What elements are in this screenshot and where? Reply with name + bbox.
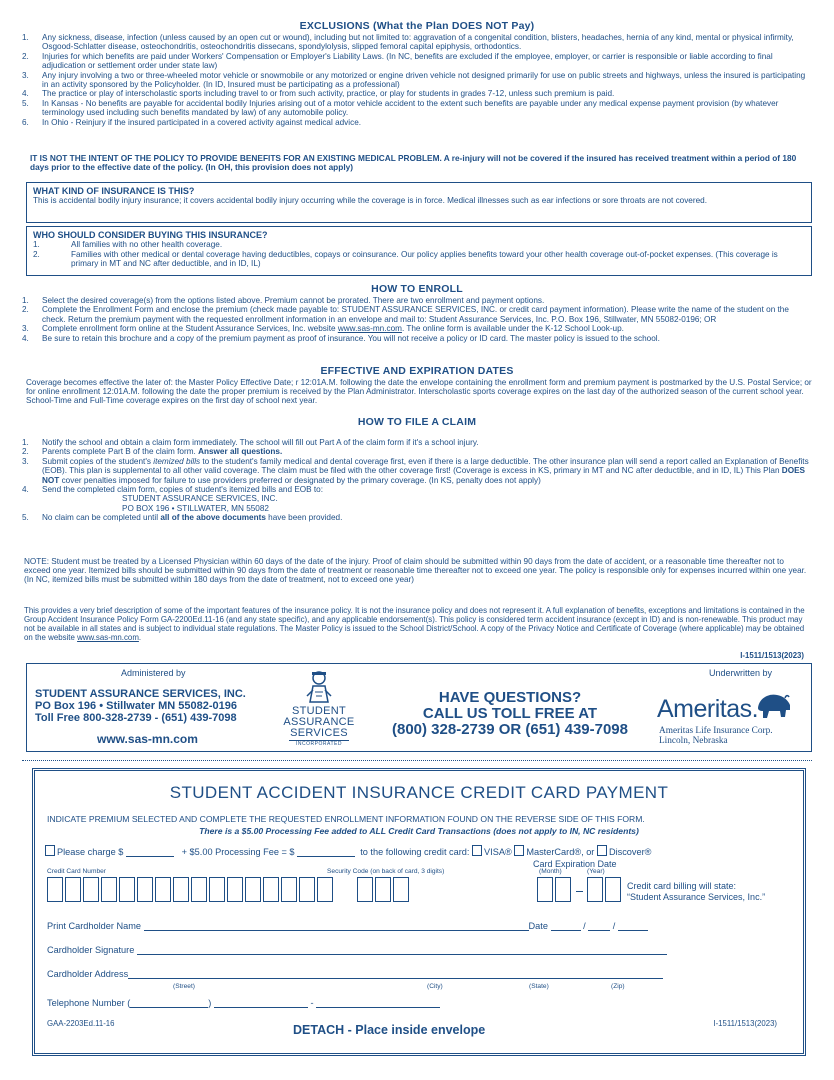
questions-block [367,690,653,738]
card-number-field[interactable] [47,877,335,902]
fee-note: There is a $5.00 Processing Fee added to ALL Credit Card Transactions (does not apply to IN, NC residents) [199,826,639,836]
website-link[interactable]: www.sas-mn.com [337,324,402,334]
detach-separator [22,760,812,761]
ameritas-info [659,727,773,747]
zip-label: (Zip) [611,983,625,990]
list-item: 1. Select the desired coverage(s) from the options listed above. Premium cannot be prorated. There are two enrollment and payment options. [22,295,545,305]
admin-website[interactable]: www.sas-mn.com [97,732,198,746]
security-code-field[interactable] [357,877,411,902]
address-field[interactable] [128,969,663,979]
logo-line-1: STUDENT [291,705,347,718]
who-title: WHO SHOULD CONSIDER BUYING THIS INSURANCE? [33,230,268,240]
admin-box [26,663,812,752]
form-code-top: I-1511/1513(2023) [740,651,804,660]
charge-line: Please charge $ + $5.00 Processing Fee = $ to the following credit card: VISA® MasterCard®, or Discover® [45,845,651,857]
effective-text: Coverage becomes effective the later of: the Master Policy Effective Date; r 12:01A.M. following the date the envelope containing the enrollment form and premium payment is postmarked by the U.S. Postal Service; or for online enrollment 12:01A.M. following the date the proper premium is received by the Plan Administrator. Interscholastic sports coverage expires on the last day of the authorized season of the current school year. School-Time and Full-Time coverage expires on the first day of school next year. [26,377,812,406]
questions-line-1: HAVE QUESTIONS? [438,689,582,706]
address-row: Cardholder Address [47,969,663,979]
area-code-field[interactable] [130,998,208,1008]
expiration-month-field[interactable] [537,877,573,902]
mastercard-checkbox[interactable] [514,845,524,856]
claim-address-line-2: PO BOX 196 • STILLWATER, MN 55082 [122,503,269,513]
who-list [33,240,805,268]
phone-line-field[interactable] [316,998,440,1008]
logo-line-3: SERVICES [290,727,348,740]
bison-icon [755,690,793,720]
month-label: (Month) [539,868,562,875]
telephone-row: Telephone Number ( ) - [47,998,440,1008]
claim-address-line-1: STUDENT ASSURANCE SERVICES, INC. [122,494,278,504]
enroll-section [22,284,812,344]
list-item: 3. Complete enrollment form online at the Student Assurance Services, Inc. website www.sas-mn.com. The online form is available under the K-12 School Look-up. [22,324,624,334]
city-label: (City) [427,983,443,990]
list-item: 3. Any injury involving a two or three-wheeled motor vehicle or snowmobile or any motorized or engine driven vehicle not designed primarily for use on public streets and highways, unless the insured is participating in an activity sponsored by the Policyholder. (In ID, Insured must be participating as a professional) [22,70,806,89]
admin-phone: Toll Free 800-328-2739 - (651) 439-7098 [35,712,237,725]
existing-problem-notice: IT IS NOT THE INTENT OF THE POLICY TO PROVIDE BENEFITS FOR AN EXISTING MEDICAL PROBLEM. A re-injury will not be covered if the insured has received treatment within a period of 180 days prior to the effective date of the policy. (In OH, this provision does not apply) [30,153,797,173]
claim-list [22,438,812,523]
card-number-label: Credit Card Number [47,868,106,875]
date-year-field[interactable] [618,921,648,931]
effective-section [22,366,812,405]
list-item: 2. Complete the Enrollment Form and enclose the premium (check made payable to: STUDENT ASSURANCE SERVICES, INC. or credit card payment information). Please write the name of the student on the check. Return the premium payment with the requested enrollment information in an envelope and mail to: Student Assurance Services, Inc. P.O. Box 196, Stillwater, MN 55082-0196; OR [22,305,789,324]
underwritten-by-label: Underwritten by [709,668,773,678]
administered-by-label: Administered by [121,668,186,678]
list-item: 6. In Ohio - Reinjury if the insured participated in a covered activity against medical advice. [22,117,362,127]
payment-form [32,768,806,1056]
street-label: (Street) [173,983,195,990]
state-label: (State) [529,983,549,990]
year-label: (Year) [587,868,605,875]
list-item: 1. Any sickness, disease, infection (unless caused by an open cut or wound), including but not limited to: aggravation of a congenital condition, blisters, headaches, hernia of any kind, mental or physical infirmity, Osgood-Schlatter disease, osteochondritis, osteochondritis dissecans, spondylolysis, slipped femoral capital epiphysis, orthodontics. [22,32,794,51]
list-item: 5. In Kansas - No benefits are payable for accidental bodily Injuries arising out of a motor vehicle accident to the extent such benefits are payable under any medical expense payment provision (by whatever terminology used including such benefits mandated by law) of any automobile policy. [22,99,779,118]
list-item: 2. Parents complete Part B of the claim form. Answer all questions. [22,447,283,457]
enroll-title: HOW TO ENROLL [371,283,463,295]
cardholder-name-row: Print Cardholder Name Date / / [47,921,648,931]
ameritas-line-1: Ameritas Life Insurance Corp. [659,726,773,736]
who-box [26,226,812,276]
list-item: 2. Families with other medical or dental coverage having deductibles, copays or coinsurance. Our policy applies benefits toward your other health coverage out-of-pocket expenses. (This coverage is primary in MT and NC after deductible, and in ID, IL) [33,249,778,268]
admin-contact [35,688,246,724]
signature-field[interactable] [137,945,667,955]
mascot-icon [302,670,336,704]
list-item: 4. Send the completed claim form, copies of student's itemized bills and EOB to: STUDENT ASSURANCE SERVICES, INC. PO BOX 196 • STILLWATER, MN 55082 [22,485,812,513]
sas-logo [281,670,357,750]
list-item: 2. Injuries for which benefits are paid under Workers' Compensation or Employer's Liability Laws. (In NC, benefits are excluded if the employee, employer, or carrier is responsible or liable according to final adjudication or settlement order under state law) [22,51,773,70]
expiration-year-field[interactable] [587,877,623,902]
claim-note: NOTE: Student must be treated by a Licensed Physician within 60 days of the date of the injury. Proof of claim should be submitted within 90 days from the date of accident, or a reasonable time thereafter not to exceed one year. Itemized bills should be submitted within 90 days from the date of treatment or reasonable time thereafter not to exceed one year. The policy is responsible only for expenses incurred within one year. (In NC, itemized bills must be submitted within 180 days from the date of treatment, not to exceed one year) [24,557,807,585]
claim-section [22,417,812,523]
date-month-field[interactable] [551,921,581,931]
billing-note: Credit card billing will state: “Student Assurance Services, Inc.” [627,881,766,902]
list-item: 3. Submit copies of the student's itemized bills to the student's family medical and dental coverage first, even if there is a large deductible. The other insurance plan will send a report called an Explanation of Benefits (EOB). This plan is supplemental to all other valid coverage. The claim must be filed with the other coverage first! (Coverage is excess in KS, primary in MT and NC after deductible, and in ID, IL) This Plan DOES NOT cover penalties imposed for failure to use providers preferred or designated by the primary coverage. (In KS, penalty does not apply) [22,457,809,485]
effective-title: EFFECTIVE AND EXPIRATION DATES [320,365,514,377]
detach-instruction: DETACH - Place inside envelope [293,1023,486,1037]
exclusions-section [22,21,812,128]
disclaimer-website-link[interactable]: www.sas-mn.com [77,632,139,642]
logo-line-2: ASSURANCE [283,716,355,729]
date-day-field[interactable] [588,921,610,931]
list-item: 5. No claim can be completed until all of the above documents have been provided. [22,513,343,523]
expiration-dash [576,891,583,892]
visa-checkbox[interactable] [472,845,482,856]
claim-title: HOW TO FILE A CLAIM [357,416,477,428]
form-code-left: GAA-2203Ed.11-16 [47,1019,115,1028]
kind-title: WHAT KIND OF INSURANCE IS THIS? [33,186,195,196]
list-item: 4. The practice or play of interscholastic sports including travel to or from such activity, practice, or play for students in grades 7-12, unless such premium is paid. [22,89,615,99]
payment-title: STUDENT ACCIDENT INSURANCE CREDIT CARD PAYMENT [169,783,669,802]
ameritas-line-2: Lincoln, Nebraska [659,735,728,746]
list-item: 1. All families with no other health coverage. [33,240,223,250]
ameritas-wordmark: Ameritas. [657,695,759,723]
signature-row: Cardholder Signature [47,945,667,955]
questions-line-2: CALL US TOLL FREE AT [422,705,598,723]
disclaimer: This provides a very brief description of some of the important features of the insurance policy. It is not the insurance policy and does not represent it. A full explanation of benefits, exceptions and limitations is contained in the Group Accident Insurance Policy Form GA-2200Ed.11-16 (and any state specific), and any applicable endorsement(s). This policy is considered term accident insurance (except in ID) and is non-renewable. This product may not be available in all states and is subject to individual state regulations. The Master Policy is issued to the School District/School. A copy of the Privacy Notice and Certificate of Coverage (where applicable) may be obtained on the website www.sas-mn.com. [24,606,805,642]
total-amount-field[interactable] [297,847,355,857]
cardholder-name-field[interactable] [144,921,529,931]
list-item: 1. Notify the school and obtain a claim form immediately. The school will fill out Part A of the claim form if it's a school injury. [22,437,479,447]
list-item: 4. Be sure to retain this brochure and a copy of the premium payment as proof of insurance. You will not receive a policy or ID card. The master policy is issued to the school. [22,334,660,343]
questions-line-3: (800) 328-2739 OR (651) 439-7098 [392,721,628,739]
kind-box [26,182,812,223]
form-code-right: I-1511/1513(2023) [713,1019,777,1028]
enroll-list [22,296,812,343]
admin-name: STUDENT ASSURANCE SERVICES, INC. [35,688,246,700]
kind-text: This is accidental bodily injury insurance; it covers accidental bodily injury occurring while the coverage is in force. Medical illnesses such as ear infections or sore throats are not covered. [33,196,707,206]
charge-amount-field[interactable] [126,847,174,857]
phone-prefix-field[interactable] [214,998,308,1008]
logo-line-4: INCORPORATED [289,740,349,748]
payment-instruction: INDICATE PREMIUM SELECTED AND COMPLETE THE REQUESTED ENROLLMENT INFORMATION FOUND ON THE REVERSE SIDE OF THIS FORM. [47,814,645,824]
exclusions-title: EXCLUSIONS (What the Plan DOES NOT Pay) [299,20,535,32]
exclusions-list [22,33,812,127]
discover-checkbox[interactable] [597,845,607,856]
charge-checkbox[interactable] [45,845,55,856]
expiration-label: Card Expiration Date [533,859,617,869]
security-code-label: Security Code (on back of card, 3 digits) [327,868,445,875]
admin-address: PO Box 196 • Stillwater MN 55082-0196 [35,700,237,713]
